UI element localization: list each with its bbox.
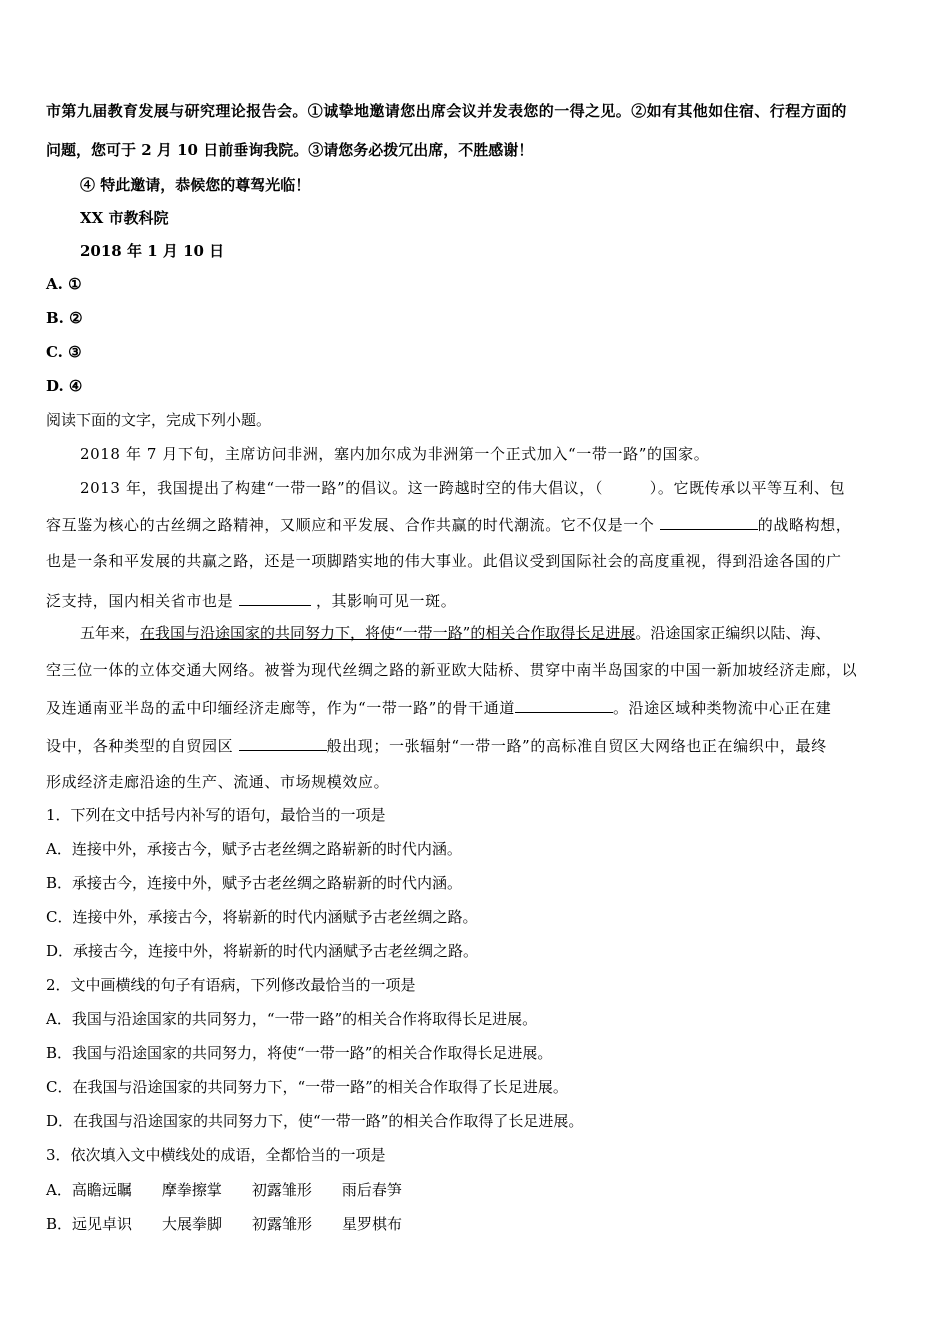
question-1-option-b[interactable]: B．承接古今，连接中外，赋予古老丝绸之路崭新的时代内涵。 [46,874,463,892]
invitation-line-2: 问题，您可于 2 月 10 日前垂询我院。③请您务必拨冗出席，不胜感谢！ [46,141,534,159]
prev-option-a: A. ① [46,275,82,293]
passage-text: 般出现；一张辐射“一带一路”的高标准自贸区大网络也正在编织中，最终 [326,737,827,755]
passage-text: 。沿途国家正编织以陆、海、 [635,624,831,642]
passage-para-2-line-2 [46,514,851,535]
question-2-option-c[interactable]: C．在我国与沿途国家的共同努力下，“一带一路”的相关合作取得了长足进展。 [46,1078,568,1096]
fill-blank-1 [660,514,758,530]
passage-text: 五年来， [80,624,141,642]
invitation-signature: XX 市教科院 [80,209,169,227]
passage-text: 容互鉴为核心的古丝绸之路精神，又顺应和平发展、合作共赢的时代潮流。它不仅是一个 [46,516,655,534]
fill-blank-4 [239,735,327,751]
passage-para-3-line-5: 形成经济走廊沿途的生产、流通、市场规模效应。 [46,773,390,791]
reading-instruction: 阅读下面的文字，完成下列小题。 [46,411,272,429]
passage-para-3-line-3 [46,697,831,718]
question-1-option-d[interactable]: D．承接古今，连接中外，将崭新的时代内涵赋予古老丝绸之路。 [46,942,479,960]
passage-text: 。沿途区域种类物流中心正在建 [612,699,832,717]
invitation-line-1: 市第九届教育发展与研究理论报告会。①诚挚地邀请您出席会议并发表您的一得之见。②如有其他如住宿、行程方面的 [46,102,847,120]
passage-para-2-line-4 [46,590,456,611]
question-1-stem: 1．下列在文中括号内补写的语句，最恰当的一项是 [46,806,386,824]
prev-option-b: B. ② [46,309,83,327]
passage-text: 的战略构想， [757,516,852,534]
invitation-line-3: ④ 特此邀请，恭候您的尊驾光临！ [80,176,311,194]
question-2-stem: 2．文中画横线的句子有语病，下列修改最恰当的一项是 [46,976,416,994]
fill-blank-2 [239,590,311,606]
passage-para-3-line-4 [46,735,827,756]
passage-text: ，其影响可见一斑。 [315,592,457,610]
underlined-sentence: 在我国与沿途国家的共同努力下，将使“一带一路”的相关合作取得长足进展 [140,624,636,642]
passage-text: 泛支持，国内相关省市也是 [46,592,234,610]
question-2-option-b[interactable]: B．我国与沿途国家的共同努力，将使“一带一路”的相关合作取得长足进展。 [46,1044,553,1062]
question-2-option-d[interactable]: D．在我国与沿途国家的共同努力下，使“一带一路”的相关合作取得了长足进展。 [46,1112,584,1130]
invitation-date: 2018 年 1 月 10 日 [80,242,225,260]
question-1-option-a[interactable]: A．连接中外，承接古今，赋予古老丝绸之路崭新的时代内涵。 [46,840,462,858]
passage-para-2-line-1: 2013 年，我国提出了构建“一带一路”的倡议。这一跨越时空的伟大倡议，（ ）。它既传承以平等互利、包 [80,479,846,497]
question-2-option-a[interactable]: A．我国与沿途国家的共同努力，“一带一路”的相关合作将取得长足进展。 [46,1010,538,1028]
passage-para-3-line-2: 空三位一体的立体交通大网络。被誉为现代丝绸之路的新亚欧大陆桥、贯穿中南半岛国家的中国一新加坡经济走廊，以 [46,661,858,679]
fill-blank-3 [515,697,613,713]
passage-text: 及连通南亚半岛的孟中印缅经济走廊等，作为“一带一路”的骨干通道 [46,699,515,717]
passage-text: 设中，各种类型的自贸园区 [46,737,234,755]
passage-para-1: 2018 年 7 月下旬，主席访问非洲，塞内加尔成为非洲第一个正式加入“一带一路”的国家。 [80,445,710,463]
prev-option-c: C. ③ [46,343,82,361]
question-3-option-b[interactable]: B．远见卓识 大展拳脚 初露雏形 星罗棋布 [46,1215,403,1233]
passage-para-2-line-3: 也是一条和平发展的共赢之路，还是一项脚踏实地的伟大事业。此倡议受到国际社会的高度重视，得到沿途各国的广 [46,552,842,570]
passage-para-3-line-1 [80,623,830,643]
question-1-option-c[interactable]: C．连接中外，承接古今，将崭新的时代内涵赋予古老丝绸之路。 [46,908,478,926]
question-3-stem: 3．依次填入文中横线处的成语，全都恰当的一项是 [46,1146,386,1164]
prev-option-d: D. ④ [46,377,83,395]
question-3-option-a[interactable]: A．高瞻远瞩 摩拳擦掌 初露雏形 雨后春笋 [46,1181,402,1199]
